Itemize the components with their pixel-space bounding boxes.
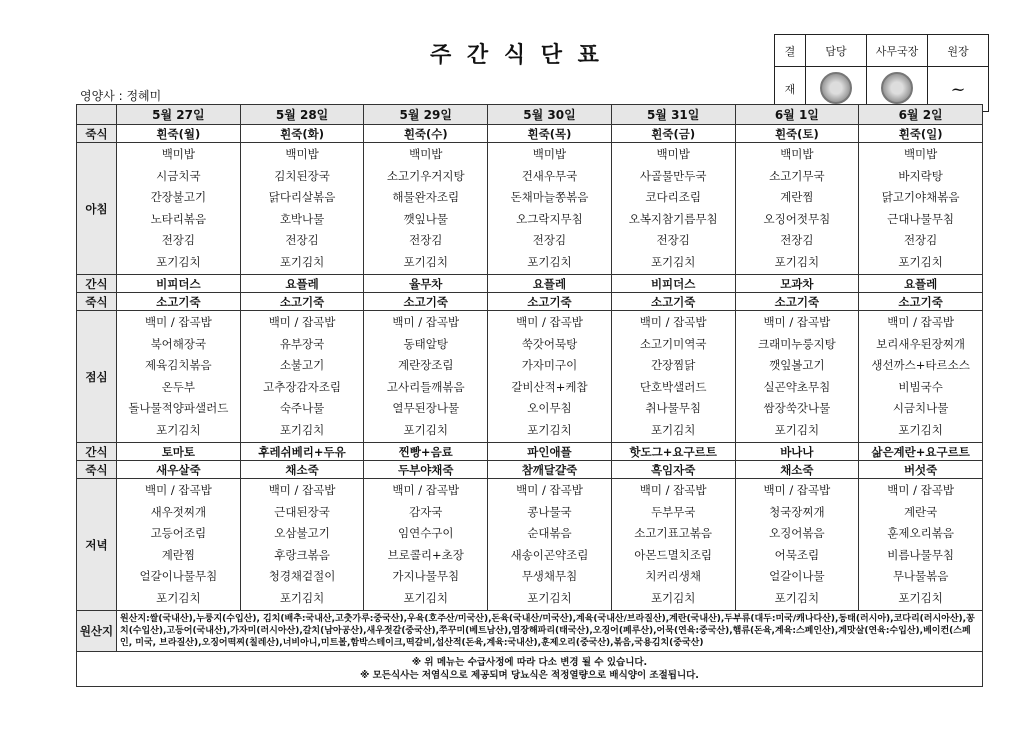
menu-item: 백미밥 [409,147,443,161]
meal-label: 죽식 [77,293,117,311]
menu-item: 소고기죽 [735,293,859,311]
menu-item: 쑥갓어묵탕 [521,336,578,351]
menu-item: 포기김치 [156,422,201,437]
menu-cell [117,479,241,611]
menu-item: 백미 / 잡곡밥 [268,483,336,497]
menu-item: 백미 / 잡곡밥 [639,483,707,497]
menu-cell [240,311,364,443]
menu-cell [735,311,859,443]
menu-item: 계란장조림 [397,358,454,372]
menu-item: 소고기우거지탕 [386,168,465,183]
menu-item: 채소죽 [240,461,364,479]
menu-item: 백미 / 잡곡밥 [392,483,460,497]
menu-item: 포기김치 [527,590,572,605]
menu-item: 핫도그+요구르트 [611,443,735,461]
menu-item: 찐빵+음료 [364,443,488,461]
menu-item: 백미 / 잡곡밥 [268,315,336,329]
meal-label: 죽식 [77,125,117,143]
menu-item: 포기김치 [403,422,448,437]
menu-item: 백미 / 잡곡밥 [763,483,831,497]
menu-item: 치커리생채 [645,569,701,583]
menu-cell [859,311,983,443]
menu-cell [611,311,735,443]
menu-item: 제육김치볶음 [145,358,212,372]
menu-item: 두부야채죽 [364,461,488,479]
meal-label: 저녁 [77,479,117,611]
menu-item: 고등어조림 [150,526,207,540]
menu-item: 호박나물 [279,211,325,226]
day-header-row [77,105,983,125]
menu-item: 오삼불고기 [274,526,330,540]
approval-label-top: 결 [775,35,806,67]
menu-item: 해물완자조림 [392,190,460,204]
menu-item: 계란찜 [161,547,196,562]
menu-item: 갈비산적+케찹 [511,379,588,394]
meal-label: 점심 [77,311,117,443]
menu-item: 소고기표고볶음 [634,526,713,540]
menu-item: 소고기죽 [364,293,488,311]
menu-item: 흰죽(일) [859,125,983,143]
menu-item: 고사리들깨볶음 [386,379,465,394]
menu-item: 포기김치 [279,590,325,605]
menu-item: 파인애플 [488,443,612,461]
menu-item: 바지락탕 [898,168,943,183]
menu-cell [488,143,612,275]
meal-row-dinner [77,479,983,611]
meal-row-dinner-porridge [77,461,983,479]
menu-item: 후랑크볶음 [274,547,330,562]
menu-item: 코다리조림 [645,190,701,204]
menu-item: 백미밥 [285,147,319,161]
menu-item: 사골물만두국 [639,168,707,183]
menu-cell [117,311,241,443]
menu-item: 전장김 [532,233,567,247]
notice-cell [77,652,983,687]
menu-item: 노타리볶음 [150,211,207,226]
menu-item: 근대된장국 [274,504,330,519]
approval-box [774,34,989,112]
menu-item: 전장김 [656,233,690,247]
menu-item: 오그락지무침 [516,211,583,226]
day-header: 6월 2일 [859,105,983,125]
menu-item: 요플레 [859,275,983,293]
menu-item: 간장불고기 [150,190,207,204]
meal-row-breakfast-porridge [77,125,983,143]
menu-item: 훈제오리볶음 [887,526,954,540]
menu-item: 흰죽(금) [611,125,735,143]
menu-item: 포기김치 [898,254,943,269]
menu-item: 백미밥 [161,147,196,161]
notice-row [77,652,983,687]
approval-label-bottom: 재 [775,67,806,112]
origin-row [77,611,983,652]
menu-item: 포기김치 [403,590,448,605]
menu-item: 닭다리살볶음 [268,190,336,204]
menu-item: 청국장찌개 [769,504,825,519]
menu-item: 백미 / 잡곡밥 [144,483,212,497]
menu-item: 포기김치 [527,422,572,437]
page-title: 주 간 식 단 표 [430,43,603,68]
menu-item: 흰죽(목) [488,125,612,143]
day-header: 5월 30일 [488,105,612,125]
menu-item: 간장찜닭 [650,358,696,372]
menu-item: 새송이곤약조림 [510,547,589,562]
approval-header-director: 원장 [928,35,989,67]
dietitian-name: 영양사 : 정혜미 [80,89,162,103]
notice-line: ※ 모든식사는 저염식으로 제공되며 당뇨식은 적정열량으로 배식양이 조절됩니다. [360,670,699,681]
menu-item: 동태알탕 [403,336,448,351]
day-header: 5월 31일 [611,105,735,125]
menu-item: 깻잎나물 [403,211,448,226]
menu-item: 포기김치 [774,254,820,269]
menu-item: 숙주나물 [279,401,325,415]
menu-item: 시금치나물 [892,401,949,415]
weekly-menu-table [76,104,983,687]
origin-text: 원산지:쌀(국내산),누룽지(수입산), 김치(배추:국내산,고춧가루:중국산),우육(호주산/미국산),돈육(국내산/미국산),계육(국내산/브라질산),계란(국내산),두부류(대두:미국/캐나다산),동태(러시아),코다리(러시아산),꽁치(수입산),고등어(국내산),가자미(러시아산),갈치(남아공산),새우젓갈(중국산),쭈꾸미(베트남산),염장해파리(태국산),오징어(페루산),어묵(연육:중국산),햄류(돈육,계육:스페인산),계맛살(연육:수입산),베이컨(스페인, 미국, 브라질산),오징어떡찌(칠레산),너비아니,미트볼,함박스테이크,떡갈비,섭산적(돈육,계육:국내산),훈제오리(중국산),볶음,국용김치(중국산) [117,611,983,652]
menu-item: 소고기죽 [859,293,983,311]
menu-item: 포기김치 [650,590,696,605]
menu-item: 계란국 [903,504,938,519]
menu-item: 감자국 [409,504,443,519]
menu-item: 오복지참기름무침 [628,211,718,226]
menu-item: 채소죽 [735,461,859,479]
menu-item: 아몬드멸치조림 [634,547,713,562]
menu-item: 포기김치 [898,422,943,437]
menu-cell [859,143,983,275]
menu-item: 포기김치 [650,422,696,437]
menu-item: 백미 / 잡곡밥 [516,483,583,497]
menu-item: 오이무침 [527,401,572,415]
day-header: 5월 27일 [117,105,241,125]
menu-cell [611,143,735,275]
menu-item: 실곤약초무침 [763,379,831,394]
menu-item: 가지나물무침 [392,569,460,583]
menu-item: 후레쉬베리+두유 [240,443,364,461]
approval-header-manager: 사무국장 [867,35,928,67]
menu-item: 전장김 [780,233,814,247]
menu-item: 닭고기야채볶음 [881,190,960,204]
day-header: 5월 28일 [240,105,364,125]
menu-item: 흰죽(토) [735,125,859,143]
menu-item: 요플레 [488,275,612,293]
menu-item: 브로콜리+초장 [387,547,464,562]
menu-item: 포기김치 [774,590,820,605]
menu-item: 흑임자죽 [611,461,735,479]
menu-item: 보리새우된장찌개 [876,336,966,351]
menu-item: 열무된장나물 [392,401,460,415]
meal-label: 죽식 [77,461,117,479]
menu-item: 단호박샐러드 [639,379,707,394]
menu-cell [117,143,241,275]
corner-cell [77,105,117,125]
menu-item: 얼갈이나물무침 [139,569,218,583]
menu-item: 무생채무침 [521,569,578,583]
menu-cell [488,479,612,611]
menu-item: 소고기죽 [611,293,735,311]
menu-item: 백미 / 잡곡밥 [887,483,954,497]
meal-row-snack2 [77,443,983,461]
menu-item: 포기김치 [898,590,943,605]
menu-item: 두부무국 [650,504,696,519]
menu-item: 계란찜 [780,190,814,204]
meal-row-lunch-porridge [77,293,983,311]
menu-item: 근대나물무침 [887,211,954,226]
menu-cell [735,143,859,275]
menu-item: 백미 / 잡곡밥 [392,315,460,329]
menu-item: 청경채겉절이 [268,569,336,583]
menu-item: 전장김 [161,233,196,247]
menu-item: 전장김 [903,233,938,247]
menu-item: 순대볶음 [527,526,572,540]
meal-row-lunch [77,311,983,443]
seal-icon [820,72,852,104]
menu-item: 백미밥 [532,147,567,161]
menu-item: 새우살죽 [117,461,241,479]
menu-item: 오징어볶음 [769,526,825,540]
menu-item: 포기김치 [156,254,201,269]
menu-item: 새우젓찌개 [150,504,207,519]
menu-item: 버섯죽 [859,461,983,479]
menu-item: 전장김 [409,233,443,247]
menu-item: 모과차 [735,275,859,293]
menu-item: 고추장감자조림 [263,379,341,394]
menu-item: 삶은계란+요구르트 [859,443,983,461]
menu-item: 쌈장쑥갓나물 [763,401,831,415]
menu-item: 소고기죽 [488,293,612,311]
menu-item: 백미 / 잡곡밥 [639,315,707,329]
menu-item: 포기김치 [156,590,201,605]
menu-item: 포기김치 [774,422,820,437]
menu-item: 콩나물국 [527,504,572,519]
menu-item: 소고기죽 [117,293,241,311]
menu-item: 오징어젓무침 [763,211,831,226]
menu-item: 바나나 [735,443,859,461]
approval-header-staff: 담당 [806,35,867,67]
menu-item: 깻잎볼고기 [769,358,825,372]
menu-item: 생선까스+타르소스 [871,358,970,372]
menu-item: 포기김치 [403,254,448,269]
menu-item: 비름나물무침 [887,547,954,562]
seal-icon [881,72,913,104]
menu-item: 비빔국수 [898,379,943,394]
menu-item: 비피더스 [117,275,241,293]
menu-item: 참깨달걀죽 [488,461,612,479]
menu-item: 백미 / 잡곡밥 [144,315,212,329]
meal-row-breakfast [77,143,983,275]
menu-cell [240,479,364,611]
day-header: 5월 29일 [364,105,488,125]
menu-cell [364,311,488,443]
menu-item: 백미 / 잡곡밥 [516,315,583,329]
menu-cell [364,143,488,275]
menu-cell [859,479,983,611]
menu-item: 소고기죽 [240,293,364,311]
signature-icon: ~ [950,78,966,100]
menu-item: 백미밥 [780,147,814,161]
menu-item: 가자미구이 [521,358,578,372]
menu-item: 시금치국 [156,168,201,183]
menu-item: 백미 / 잡곡밥 [887,315,954,329]
menu-item: 토마토 [117,443,241,461]
menu-item: 온두부 [161,379,196,394]
menu-item: 얼갈이나물 [769,569,825,583]
day-header: 6월 1일 [735,105,859,125]
menu-item: 돈채마늘쫑볶음 [510,190,589,204]
menu-cell [735,479,859,611]
menu-item: 취나물무침 [645,401,701,415]
menu-item: 무나물볶음 [892,569,949,583]
menu-item: 소고기무국 [769,168,825,183]
menu-cell [488,311,612,443]
menu-item: 소불고기 [279,358,325,372]
menu-item: 포기김치 [650,254,696,269]
menu-item: 백미밥 [903,147,938,161]
menu-item: 율무차 [364,275,488,293]
menu-item: 어묵조림 [774,547,820,562]
menu-cell [611,479,735,611]
meal-row-snack1 [77,275,983,293]
menu-item: 포기김치 [279,254,325,269]
menu-item: 비피더스 [611,275,735,293]
menu-item: 건새우무국 [521,168,578,183]
menu-cell [364,479,488,611]
menu-item: 전장김 [285,233,319,247]
origin-label: 원산지 [77,611,117,652]
menu-item: 북어해장국 [150,336,207,351]
menu-cell [240,143,364,275]
menu-item: 포기김치 [527,254,572,269]
menu-item: 백미 / 잡곡밥 [763,315,831,329]
menu-item: 포기김치 [279,422,325,437]
menu-item: 김치된장국 [274,168,330,183]
menu-item: 흰죽(수) [364,125,488,143]
menu-item: 임연수구이 [397,526,454,540]
notice-line: ※ 위 메뉴는 수급사정에 따라 다소 변경 될 수 있습니다. [411,657,648,668]
menu-item: 돌나물적양파샐러드 [128,401,229,415]
meal-label: 간식 [77,443,117,461]
menu-item: 유부장국 [279,336,325,351]
menu-item: 흰죽(월) [117,125,241,143]
menu-item: 흰죽(화) [240,125,364,143]
meal-label: 간식 [77,275,117,293]
menu-item: 백미밥 [656,147,690,161]
menu-item: 소고기미역국 [639,336,707,351]
menu-item: 요플레 [240,275,364,293]
menu-item: 크래미누룽지탕 [757,336,836,351]
meal-label: 아침 [77,143,117,275]
